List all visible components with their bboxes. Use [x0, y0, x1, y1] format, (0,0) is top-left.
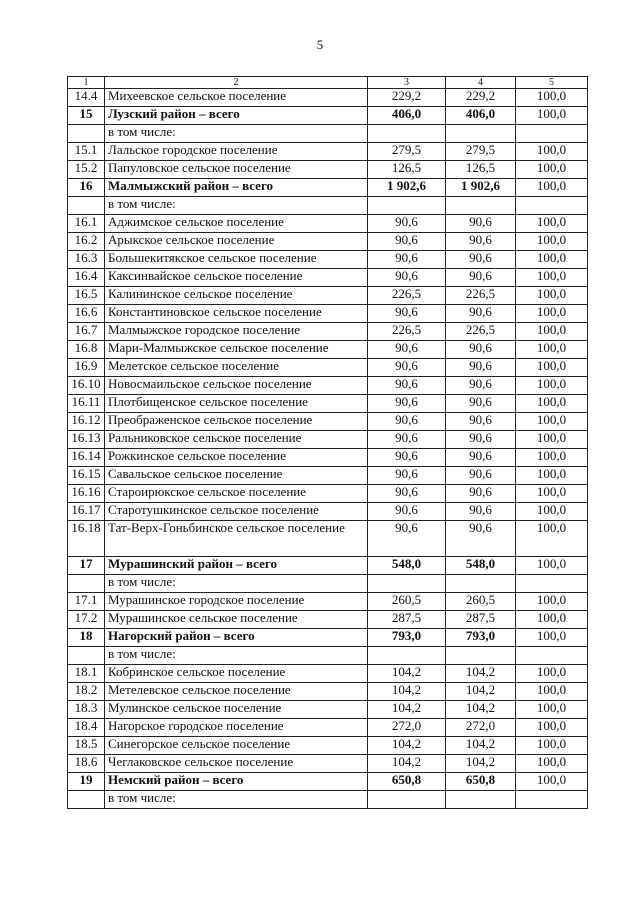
row-value-col4: 90,6: [446, 431, 516, 449]
table-body: [68, 89, 588, 809]
row-number: [68, 647, 105, 665]
row-value-col5: 100,0: [516, 773, 588, 791]
row-value-col3: 104,2: [368, 665, 446, 683]
row-number: 14.4: [68, 89, 105, 107]
row-value-col4: 260,5: [446, 593, 516, 611]
row-value-col3: 650,8: [368, 773, 446, 791]
row-number: 16.8: [68, 341, 105, 359]
row-value-col4: 1 902,6: [446, 179, 516, 197]
row-value-col5: 100,0: [516, 485, 588, 503]
row-value-col3: 104,2: [368, 701, 446, 719]
row-name: Мурашинское городское поселение: [105, 593, 368, 611]
row-number: 18.3: [68, 701, 105, 719]
row-name: Мари-Малмыжское сельское поселение: [105, 341, 368, 359]
row-value-col5: 100,0: [516, 269, 588, 287]
row-value-col5: 100,0: [516, 611, 588, 629]
row-name: Синегорское сельское поселение: [105, 737, 368, 755]
table-row: [68, 719, 588, 737]
row-number: [68, 791, 105, 809]
row-value-col5: 100,0: [516, 755, 588, 773]
row-number: 17: [68, 557, 105, 575]
table-row-total: [68, 629, 588, 647]
row-value-col5: [516, 647, 588, 665]
table-row: [68, 323, 588, 341]
row-value-col4: 793,0: [446, 629, 516, 647]
table-row: [68, 755, 588, 773]
row-name: в том числе:: [105, 647, 368, 665]
row-value-col4: 90,6: [446, 377, 516, 395]
row-name: Калининское сельское поселение: [105, 287, 368, 305]
row-name: Малмыжский район – всего: [105, 179, 368, 197]
row-name: Мурашинское сельское поселение: [105, 611, 368, 629]
table-row: [68, 467, 588, 485]
row-value-col4: 90,6: [446, 485, 516, 503]
table-row: [68, 683, 588, 701]
row-value-col3: [368, 791, 446, 809]
row-value-col4: 548,0: [446, 557, 516, 575]
table-row: [68, 701, 588, 719]
table-row-total: [68, 773, 588, 791]
row-value-col5: 100,0: [516, 143, 588, 161]
row-name: в том числе:: [105, 575, 368, 593]
row-value-col5: 100,0: [516, 359, 588, 377]
row-number: 16.14: [68, 449, 105, 467]
row-value-col3: 90,6: [368, 251, 446, 269]
row-name: Кобринское сельское поселение: [105, 665, 368, 683]
row-value-col3: 226,5: [368, 287, 446, 305]
row-value-col3: 104,2: [368, 755, 446, 773]
table-row: [68, 287, 588, 305]
table-row: [68, 89, 588, 107]
row-value-col4: 90,6: [446, 467, 516, 485]
header-col-1: 1: [68, 77, 105, 89]
row-number: 18.1: [68, 665, 105, 683]
row-name: Мулинское сельское поселение: [105, 701, 368, 719]
row-name: Тат-Верх-Гоньбинское сельское поселение: [105, 521, 368, 557]
row-value-col5: 100,0: [516, 431, 588, 449]
row-value-col3: 90,6: [368, 449, 446, 467]
row-value-col5: 100,0: [516, 233, 588, 251]
row-name: Мурашинский район – всего: [105, 557, 368, 575]
table-row: [68, 269, 588, 287]
table-row: [68, 143, 588, 161]
row-value-col3: 226,5: [368, 323, 446, 341]
row-number: 16.7: [68, 323, 105, 341]
table-row: [68, 413, 588, 431]
row-value-col5: 100,0: [516, 395, 588, 413]
row-value-col5: 100,0: [516, 287, 588, 305]
table-row-total: [68, 557, 588, 575]
row-value-col4: 90,6: [446, 449, 516, 467]
row-value-col5: [516, 791, 588, 809]
row-name: Ральниковское сельское поселение: [105, 431, 368, 449]
row-value-col5: 100,0: [516, 503, 588, 521]
row-name: Каксинвайское сельское поселение: [105, 269, 368, 287]
row-number: 16.3: [68, 251, 105, 269]
table-row: [68, 359, 588, 377]
row-value-col3: [368, 647, 446, 665]
row-value-col4: [446, 575, 516, 593]
row-value-col3: 90,6: [368, 359, 446, 377]
table-row: [68, 161, 588, 179]
row-value-col3: [368, 197, 446, 215]
table-row: [68, 449, 588, 467]
row-value-col4: 272,0: [446, 719, 516, 737]
row-value-col3: 793,0: [368, 629, 446, 647]
row-value-col3: 104,2: [368, 683, 446, 701]
row-name: Константиновское сельское поселение: [105, 305, 368, 323]
row-value-col4: 104,2: [446, 701, 516, 719]
row-number: 16.16: [68, 485, 105, 503]
row-value-col4: 104,2: [446, 755, 516, 773]
row-value-col5: 100,0: [516, 467, 588, 485]
row-name: Немский район – всего: [105, 773, 368, 791]
row-name: Папуловское сельское поселение: [105, 161, 368, 179]
row-value-col4: 229,2: [446, 89, 516, 107]
row-number: 16.6: [68, 305, 105, 323]
row-value-col5: 100,0: [516, 737, 588, 755]
table-row: [68, 737, 588, 755]
row-value-col4: 90,6: [446, 521, 516, 557]
row-number: 17.1: [68, 593, 105, 611]
table-row: [68, 215, 588, 233]
row-value-col3: 229,2: [368, 89, 446, 107]
row-value-col4: 104,2: [446, 683, 516, 701]
row-value-col5: 100,0: [516, 665, 588, 683]
row-value-col5: 100,0: [516, 107, 588, 125]
row-value-col3: 279,5: [368, 143, 446, 161]
table-row: [68, 251, 588, 269]
row-value-col4: 406,0: [446, 107, 516, 125]
row-value-col3: 90,6: [368, 269, 446, 287]
row-number: [68, 197, 105, 215]
row-value-col5: 100,0: [516, 593, 588, 611]
row-number: 18.4: [68, 719, 105, 737]
row-name: Нагорский район – всего: [105, 629, 368, 647]
row-name: Новосмаильское сельское поселение: [105, 377, 368, 395]
row-name: Малмыжское городское поселение: [105, 323, 368, 341]
table-row: [68, 503, 588, 521]
row-value-col4: 226,5: [446, 287, 516, 305]
row-value-col3: 90,6: [368, 305, 446, 323]
row-value-col5: 100,0: [516, 449, 588, 467]
table-row: [68, 125, 588, 143]
row-number: 19: [68, 773, 105, 791]
row-value-col3: 260,5: [368, 593, 446, 611]
table-row: [68, 521, 588, 557]
row-value-col5: [516, 575, 588, 593]
table-row: [68, 197, 588, 215]
row-value-col5: 100,0: [516, 161, 588, 179]
table-row-total: [68, 107, 588, 125]
row-value-col5: [516, 197, 588, 215]
row-name: в том числе:: [105, 197, 368, 215]
row-value-col5: 100,0: [516, 629, 588, 647]
table-row: [68, 305, 588, 323]
row-value-col4: 90,6: [446, 251, 516, 269]
row-value-col4: 90,6: [446, 269, 516, 287]
header-col-3: 3: [368, 77, 446, 89]
row-value-col3: 287,5: [368, 611, 446, 629]
table-row-total: [68, 179, 588, 197]
row-name: Чеглаковское сельское поселение: [105, 755, 368, 773]
row-name: Аджимское сельское поселение: [105, 215, 368, 233]
row-number: 16.13: [68, 431, 105, 449]
table-row: [68, 665, 588, 683]
row-value-col3: 90,6: [368, 413, 446, 431]
row-number: 15.2: [68, 161, 105, 179]
row-name: в том числе:: [105, 791, 368, 809]
table-row: [68, 341, 588, 359]
row-value-col4: 287,5: [446, 611, 516, 629]
row-number: 16.5: [68, 287, 105, 305]
row-value-col4: 90,6: [446, 305, 516, 323]
row-value-col5: 100,0: [516, 251, 588, 269]
row-number: 16.12: [68, 413, 105, 431]
row-value-col3: 90,6: [368, 521, 446, 557]
row-value-col4: 650,8: [446, 773, 516, 791]
row-value-col4: 90,6: [446, 503, 516, 521]
row-value-col5: 100,0: [516, 701, 588, 719]
row-number: 16.2: [68, 233, 105, 251]
table-row: [68, 377, 588, 395]
row-name: Лальское городское поселение: [105, 143, 368, 161]
row-name: Старотушкинское сельское поселение: [105, 503, 368, 521]
row-number: 16.4: [68, 269, 105, 287]
table-row: [68, 593, 588, 611]
row-number: 18.5: [68, 737, 105, 755]
page-number: 5: [316, 37, 324, 52]
row-number: 17.2: [68, 611, 105, 629]
row-name: Староирюкское сельское поселение: [105, 485, 368, 503]
row-name: Плотбищенское сельское поселение: [105, 395, 368, 413]
row-value-col4: [446, 791, 516, 809]
row-value-col5: 100,0: [516, 215, 588, 233]
row-value-col5: 100,0: [516, 557, 588, 575]
row-number: 16.11: [68, 395, 105, 413]
row-value-col5: 100,0: [516, 521, 588, 557]
row-value-col3: 126,5: [368, 161, 446, 179]
table-row: [68, 395, 588, 413]
row-number: 18.2: [68, 683, 105, 701]
table-row: [68, 791, 588, 809]
row-value-col4: [446, 197, 516, 215]
row-value-col3: 90,6: [368, 431, 446, 449]
row-name: Большекитякское сельское поселение: [105, 251, 368, 269]
row-value-col4: 104,2: [446, 737, 516, 755]
row-number: 16.17: [68, 503, 105, 521]
row-number: 16.9: [68, 359, 105, 377]
row-name: Михеевское сельское поселение: [105, 89, 368, 107]
row-value-col5: 100,0: [516, 305, 588, 323]
row-number: 15.1: [68, 143, 105, 161]
row-value-col5: 100,0: [516, 683, 588, 701]
row-value-col3: 90,6: [368, 503, 446, 521]
row-value-col3: 90,6: [368, 341, 446, 359]
row-value-col3: 90,6: [368, 395, 446, 413]
header-col-2: 2: [105, 77, 368, 89]
table-row: [68, 233, 588, 251]
row-name: Мелетское сельское поселение: [105, 359, 368, 377]
header-row: [68, 77, 588, 89]
row-name: Метелевское сельское поселение: [105, 683, 368, 701]
row-value-col3: 406,0: [368, 107, 446, 125]
row-name: Нагорское городское поселение: [105, 719, 368, 737]
row-value-col3: [368, 575, 446, 593]
row-value-col3: 272,0: [368, 719, 446, 737]
table-row: [68, 485, 588, 503]
row-number: 18.6: [68, 755, 105, 773]
row-value-col4: 90,6: [446, 395, 516, 413]
row-number: 16: [68, 179, 105, 197]
table-row: [68, 431, 588, 449]
row-value-col3: [368, 125, 446, 143]
row-number: [68, 575, 105, 593]
row-value-col4: 226,5: [446, 323, 516, 341]
row-value-col5: 100,0: [516, 719, 588, 737]
row-number: 16.15: [68, 467, 105, 485]
row-value-col5: 100,0: [516, 341, 588, 359]
row-value-col4: 90,6: [446, 215, 516, 233]
row-value-col5: 100,0: [516, 413, 588, 431]
table-row: [68, 611, 588, 629]
row-value-col4: 279,5: [446, 143, 516, 161]
row-value-col4: [446, 125, 516, 143]
table-row: [68, 575, 588, 593]
row-value-col3: 90,6: [368, 233, 446, 251]
row-value-col5: 100,0: [516, 89, 588, 107]
row-value-col4: [446, 647, 516, 665]
header-col-4: 4: [446, 77, 516, 89]
row-value-col3: 90,6: [368, 215, 446, 233]
row-value-col4: 104,2: [446, 665, 516, 683]
row-name: Рожкинское сельское поселение: [105, 449, 368, 467]
row-name: Лузский район – всего: [105, 107, 368, 125]
row-value-col4: 90,6: [446, 359, 516, 377]
row-number: 15: [68, 107, 105, 125]
row-name: Арыкское сельское поселение: [105, 233, 368, 251]
row-number: 18: [68, 629, 105, 647]
row-value-col5: 100,0: [516, 323, 588, 341]
row-name: Преображенское сельское поселение: [105, 413, 368, 431]
row-name: в том числе:: [105, 125, 368, 143]
row-value-col3: 90,6: [368, 467, 446, 485]
row-value-col4: 90,6: [446, 233, 516, 251]
header-col-5: 5: [516, 77, 588, 89]
row-value-col5: 100,0: [516, 377, 588, 395]
table-row: [68, 647, 588, 665]
row-value-col5: [516, 125, 588, 143]
row-number: [68, 125, 105, 143]
row-number: 16.10: [68, 377, 105, 395]
row-value-col3: 1 902,6: [368, 179, 446, 197]
row-value-col4: 126,5: [446, 161, 516, 179]
row-value-col3: 90,6: [368, 485, 446, 503]
allocation-table: [67, 76, 588, 809]
row-value-col3: 90,6: [368, 377, 446, 395]
row-number: 16.1: [68, 215, 105, 233]
row-value-col5: 100,0: [516, 179, 588, 197]
row-number: 16.18: [68, 521, 105, 557]
row-value-col4: 90,6: [446, 341, 516, 359]
row-name: Савальское сельское поселение: [105, 467, 368, 485]
row-value-col4: 90,6: [446, 413, 516, 431]
row-value-col3: 548,0: [368, 557, 446, 575]
row-value-col3: 104,2: [368, 737, 446, 755]
